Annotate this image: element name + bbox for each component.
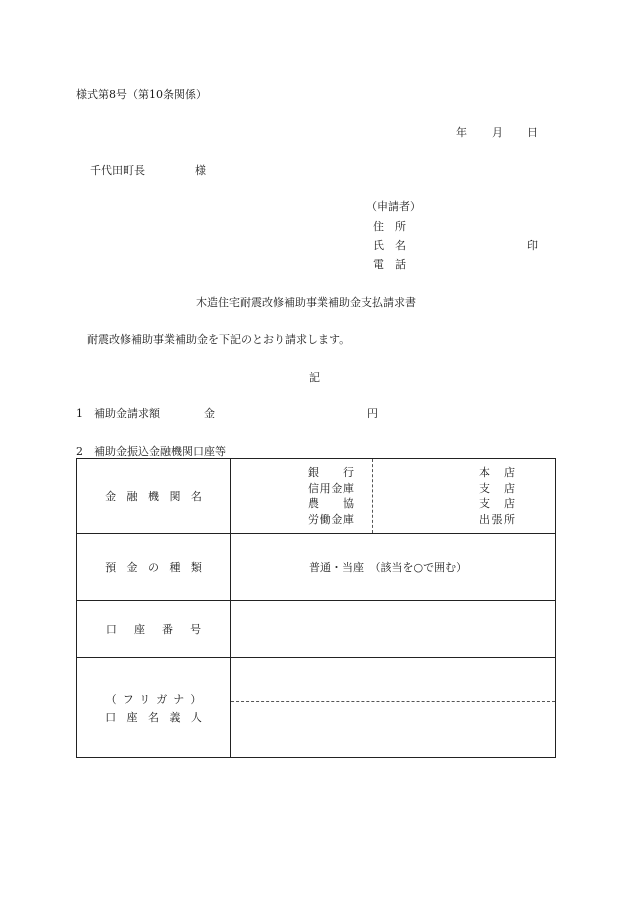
account-number-label: 口座番号 [105, 623, 219, 636]
branch-type-branch: 支店 [479, 481, 515, 495]
bank-divider [372, 459, 373, 533]
applicant-name-label: 氏 名 [373, 239, 406, 252]
item1-kin: 金 [204, 407, 215, 420]
item1-label: 1 補助金請求額 [76, 407, 160, 420]
applicant-seal: 印 [527, 239, 538, 252]
furigana-label: （フリガナ） [105, 692, 208, 706]
holder-label-cell [77, 658, 231, 758]
form-number: 様式第8号（第10条関係） [76, 88, 207, 101]
bank-type-list [308, 465, 354, 527]
date-day: 日 [527, 126, 538, 139]
bank-name-cell[interactable] [231, 459, 556, 534]
bank-type-nokyo: 農協 [308, 497, 354, 510]
branch-type-main: 本店 [479, 466, 515, 479]
applicant-address-label: 住 所 [373, 220, 406, 233]
bank-name-label: 金融機関名 [105, 490, 213, 503]
date-year: 年 [456, 126, 467, 139]
deposit-type-cell[interactable] [231, 534, 556, 601]
branch-type-office: 出張所 [479, 512, 515, 526]
applicant-phone-label: 電 話 [373, 258, 406, 271]
holder-cell[interactable] [231, 658, 556, 758]
item1-yen: 円 [367, 407, 378, 420]
bank-account-table [76, 458, 556, 758]
account-number-label-cell [77, 601, 231, 658]
addressee-name: 千代田町長 [90, 164, 145, 177]
applicant-heading: （申請者） [366, 200, 421, 213]
intro-text: 耐震改修補助事業補助金を下記のとおり請求します。 [87, 333, 351, 346]
deposit-type-label-cell [77, 534, 231, 601]
addressee-honorific: 様 [195, 164, 206, 177]
branch-type-branch-2: 支店 [479, 497, 515, 510]
date-month: 月 [492, 126, 503, 139]
furigana-divider [231, 701, 555, 702]
bank-type-bank: 銀行 [308, 466, 354, 479]
item2-label: 2 補助金振込金融機関口座等 [76, 445, 226, 458]
bank-type-shinkin: 信用金庫 [308, 481, 354, 495]
bank-name-label-cell [77, 459, 231, 534]
account-number-cell[interactable] [231, 601, 556, 658]
document-title: 木造住宅耐震改修補助事業補助金支払請求書 [196, 296, 416, 309]
deposit-type-value: 普通・当座 （該当を○で囲む） [309, 561, 468, 574]
bank-type-rokin: 労働金庫 [308, 512, 354, 526]
branch-type-list [479, 465, 515, 527]
holder-label: 口座名義人 [105, 710, 213, 724]
deposit-type-label: 預金の種類 [105, 561, 213, 574]
ki-heading: 記 [309, 371, 320, 384]
